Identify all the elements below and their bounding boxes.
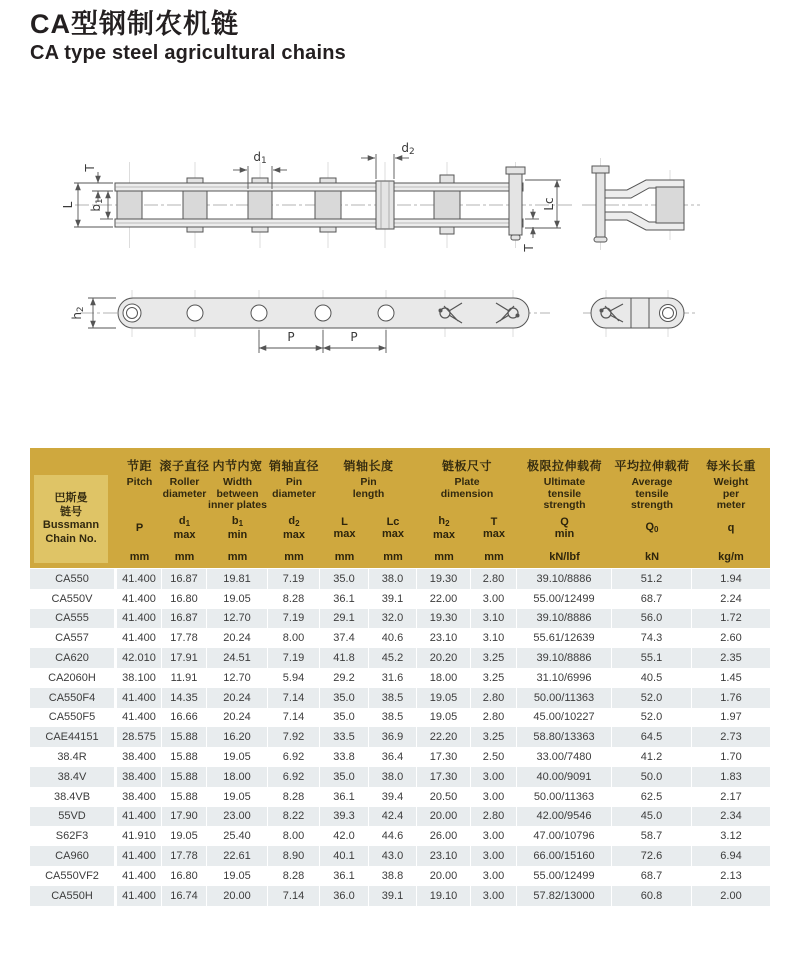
value-cell: 36.4 bbox=[369, 747, 417, 767]
value-cell: 16.74 bbox=[162, 886, 207, 906]
value-cell: 7.92 bbox=[268, 727, 320, 747]
value-cell: 3.10 bbox=[471, 628, 517, 648]
value-cell: 2.80 bbox=[471, 708, 517, 728]
value-cell: 20.50 bbox=[417, 787, 471, 807]
value-cell: 2.80 bbox=[471, 569, 517, 589]
col-symbol-b1: b1 min bbox=[227, 515, 248, 541]
chain-no-cell: CA550V bbox=[30, 589, 117, 609]
value-cell: 1.70 bbox=[720, 751, 742, 764]
value-cell: 19.05 bbox=[207, 866, 268, 886]
dim-label-L: L bbox=[61, 201, 75, 209]
value-cell: 36.1 bbox=[320, 866, 369, 886]
chain-no-cell: CAE44151 bbox=[30, 727, 117, 747]
dim-label-d1: d1 bbox=[253, 150, 267, 166]
value-cell: 52.0 bbox=[612, 708, 692, 728]
value-cell: 7.19 bbox=[268, 648, 320, 668]
col-unit: mm bbox=[484, 551, 504, 563]
col-group-ultimate-strength: 极限拉伸载荷 Ultimate tensile strength bbox=[526, 459, 602, 511]
value-cell: 3.25 bbox=[471, 648, 517, 668]
value-cell: 22.20 bbox=[417, 727, 471, 747]
value-cell: 41.400 bbox=[117, 886, 162, 906]
chain-drawing-svg bbox=[30, 140, 770, 400]
value-cell: 43.0 bbox=[369, 846, 417, 866]
value-cell: 15.88 bbox=[162, 787, 207, 807]
value-cell: 2.80 bbox=[471, 807, 517, 827]
value-cell: 16.80 bbox=[162, 866, 207, 886]
col-unit: kN/lbf bbox=[549, 551, 580, 563]
value-cell: 68.7 bbox=[612, 589, 692, 609]
value-cell: 17.91 bbox=[162, 648, 207, 668]
value-cell: 8.28 bbox=[268, 866, 320, 886]
value-cell: 36.1 bbox=[320, 589, 369, 609]
table-body bbox=[30, 569, 770, 906]
value-cell: 41.400 bbox=[117, 609, 162, 629]
value-cell: 51.2 bbox=[612, 569, 692, 589]
col-group-pin-diameter: 销轴直径 Pin diameter bbox=[268, 459, 319, 500]
value-cell: 16.87 bbox=[162, 569, 207, 589]
value-cell: 16.20 bbox=[207, 727, 268, 747]
value-cell: 1.97 bbox=[720, 711, 742, 724]
table-row bbox=[30, 787, 770, 807]
value-cell: 29.1 bbox=[320, 609, 369, 629]
col-unit: mm bbox=[434, 551, 454, 563]
col-unit: kN bbox=[644, 551, 660, 563]
value-cell: 17.90 bbox=[162, 807, 207, 827]
value-cell: 41.400 bbox=[117, 688, 162, 708]
value-cell: 14.35 bbox=[162, 688, 207, 708]
col-unit: mm bbox=[227, 551, 248, 563]
value-cell: 6.94 bbox=[720, 850, 742, 863]
dim-label-h2: h2 bbox=[70, 306, 86, 320]
value-cell: 35.0 bbox=[320, 688, 369, 708]
value-cell: 20.24 bbox=[207, 688, 268, 708]
dim-label-d2: d2 bbox=[401, 141, 415, 157]
table-row bbox=[30, 589, 770, 609]
col-group-pitch: 节距 Pitch bbox=[126, 459, 153, 488]
value-cell: 50.00/11363 bbox=[517, 688, 612, 708]
value-cell: 3.25 bbox=[471, 668, 517, 688]
value-cell: 57.82/13000 bbox=[517, 886, 612, 906]
value-cell: 58.80/13363 bbox=[517, 727, 612, 747]
value-cell: 2.73 bbox=[720, 731, 742, 744]
col-symbol-d2: d2 max bbox=[282, 515, 306, 541]
value-cell: 3.00 bbox=[471, 826, 517, 846]
value-cell: 35.0 bbox=[320, 708, 369, 728]
value-cell: 3.12 bbox=[720, 830, 742, 843]
col-group-weight: 每米长重 Weight per meter bbox=[705, 459, 756, 511]
value-cell: 38.400 bbox=[117, 787, 162, 807]
title-block bbox=[30, 8, 346, 65]
value-cell: 41.400 bbox=[117, 708, 162, 728]
table-row bbox=[30, 807, 770, 827]
value-cell: 45.0 bbox=[612, 807, 692, 827]
col-symbol-Q0: Q0 bbox=[645, 521, 659, 535]
chain-no-cell: S62F3 bbox=[30, 826, 117, 846]
value-cell: 41.400 bbox=[117, 807, 162, 827]
value-cell: 2.35 bbox=[720, 652, 742, 665]
value-cell: 41.400 bbox=[117, 628, 162, 648]
col-symbol-P: P bbox=[135, 521, 144, 534]
value-cell: 2.50 bbox=[471, 747, 517, 767]
col-group-inner-width: 内节内宽 Width between inner plates bbox=[208, 459, 267, 511]
value-cell: 19.30 bbox=[417, 609, 471, 629]
table-row bbox=[30, 727, 770, 747]
table-row bbox=[30, 846, 770, 866]
value-cell: 1.72 bbox=[720, 612, 742, 625]
chain-no-cell: CA960 bbox=[30, 846, 117, 866]
value-cell: 1.76 bbox=[720, 691, 742, 704]
chain-no-cell: 38.4VB bbox=[30, 787, 117, 807]
value-cell: 72.6 bbox=[612, 846, 692, 866]
col-unit: mm bbox=[129, 551, 150, 563]
value-cell: 8.90 bbox=[268, 846, 320, 866]
value-cell: 45.2 bbox=[369, 648, 417, 668]
value-cell: 12.70 bbox=[207, 609, 268, 629]
value-cell: 19.05 bbox=[417, 708, 471, 728]
value-cell: 38.0 bbox=[369, 767, 417, 787]
value-cell: 38.5 bbox=[369, 708, 417, 728]
value-cell: 20.24 bbox=[207, 628, 268, 648]
value-cell: 16.66 bbox=[162, 708, 207, 728]
chain-no-cell: CA557 bbox=[30, 628, 117, 648]
value-cell: 39.4 bbox=[369, 787, 417, 807]
value-cell: 25.40 bbox=[207, 826, 268, 846]
value-cell: 29.2 bbox=[320, 668, 369, 688]
dim-label-P-left: P bbox=[287, 330, 295, 344]
value-cell: 39.1 bbox=[369, 886, 417, 906]
value-cell: 15.88 bbox=[162, 727, 207, 747]
value-cell: 23.10 bbox=[417, 628, 471, 648]
value-cell: 55.00/12499 bbox=[517, 589, 612, 609]
spec-table bbox=[30, 448, 770, 906]
value-cell: 2.17 bbox=[720, 790, 742, 803]
value-cell: 64.5 bbox=[612, 727, 692, 747]
value-cell: 60.8 bbox=[612, 886, 692, 906]
value-cell: 20.00 bbox=[417, 807, 471, 827]
value-cell: 2.00 bbox=[720, 889, 742, 902]
chain-plan-view bbox=[118, 298, 684, 328]
value-cell: 18.00 bbox=[207, 767, 268, 787]
value-cell: 56.0 bbox=[612, 609, 692, 629]
value-cell: 50.00/11363 bbox=[517, 787, 612, 807]
value-cell: 58.7 bbox=[612, 826, 692, 846]
col-symbol-Lc: Lc max bbox=[381, 515, 405, 540]
col-unit: mm bbox=[383, 551, 403, 563]
value-cell: 32.0 bbox=[369, 609, 417, 629]
value-cell: 2.24 bbox=[720, 592, 742, 605]
value-cell: 42.010 bbox=[117, 648, 162, 668]
value-cell: 8.22 bbox=[268, 807, 320, 827]
value-cell: 15.88 bbox=[162, 747, 207, 767]
table-row bbox=[30, 866, 770, 886]
value-cell: 44.6 bbox=[369, 826, 417, 846]
value-cell: 7.19 bbox=[268, 569, 320, 589]
value-cell: 19.30 bbox=[417, 569, 471, 589]
value-cell: 17.30 bbox=[417, 767, 471, 787]
chain-header-zh1: 巴斯曼 bbox=[54, 492, 88, 504]
value-cell: 28.575 bbox=[117, 727, 162, 747]
value-cell: 11.91 bbox=[162, 668, 207, 688]
value-cell: 31.10/6996 bbox=[517, 668, 612, 688]
value-cell: 2.80 bbox=[471, 688, 517, 708]
chain-header-en2: Chain No. bbox=[45, 532, 97, 545]
value-cell: 19.05 bbox=[207, 589, 268, 609]
value-cell: 16.80 bbox=[162, 589, 207, 609]
value-cell: 24.51 bbox=[207, 648, 268, 668]
chain-header-zh2: 链号 bbox=[60, 505, 82, 518]
table-row bbox=[30, 569, 770, 589]
value-cell: 55.1 bbox=[612, 648, 692, 668]
col-symbol-T: T max bbox=[482, 515, 506, 540]
value-cell: 40.6 bbox=[369, 628, 417, 648]
chain-no-cell: CA550F5 bbox=[30, 708, 117, 728]
value-cell: 41.400 bbox=[117, 569, 162, 589]
page-title-zh: CA型钢制农机链 bbox=[30, 9, 239, 39]
value-cell: 3.00 bbox=[471, 767, 517, 787]
value-cell: 50.0 bbox=[612, 767, 692, 787]
value-cell: 40.5 bbox=[612, 668, 692, 688]
value-cell: 3.00 bbox=[471, 846, 517, 866]
value-cell: 38.100 bbox=[117, 668, 162, 688]
value-cell: 8.00 bbox=[268, 826, 320, 846]
value-cell: 20.00 bbox=[417, 866, 471, 886]
value-cell: 41.400 bbox=[117, 589, 162, 609]
chain-header-en1: Bussmann bbox=[42, 519, 100, 531]
col-symbol-Q: Q min bbox=[554, 515, 575, 540]
value-cell: 7.19 bbox=[268, 609, 320, 629]
value-cell: 41.910 bbox=[117, 826, 162, 846]
value-cell: 33.5 bbox=[320, 727, 369, 747]
table-row bbox=[30, 648, 770, 668]
value-cell: 8.00 bbox=[268, 628, 320, 648]
value-cell: 22.61 bbox=[207, 846, 268, 866]
value-cell: 19.10 bbox=[417, 886, 471, 906]
value-cell: 18.00 bbox=[417, 668, 471, 688]
col-group-roller-diameter: 滚子直径 Roller diameter bbox=[159, 459, 210, 500]
chain-side-view bbox=[115, 166, 684, 242]
table-header bbox=[30, 448, 770, 568]
value-cell: 39.10/8886 bbox=[517, 648, 612, 668]
value-cell: 42.0 bbox=[320, 826, 369, 846]
col-unit: mm bbox=[284, 551, 304, 563]
value-cell: 22.00 bbox=[417, 589, 471, 609]
page-title-en: CA type steel agricultural chains bbox=[30, 42, 346, 64]
value-cell: 39.10/8886 bbox=[517, 569, 612, 589]
value-cell: 62.5 bbox=[612, 787, 692, 807]
value-cell: 31.6 bbox=[369, 668, 417, 688]
value-cell: 8.28 bbox=[268, 787, 320, 807]
value-cell: 1.83 bbox=[720, 770, 742, 783]
table-row bbox=[30, 886, 770, 906]
value-cell: 12.70 bbox=[207, 668, 268, 688]
value-cell: 3.00 bbox=[471, 866, 517, 886]
value-cell: 19.81 bbox=[207, 569, 268, 589]
chain-technical-drawing bbox=[30, 140, 770, 400]
single-link-plan-view bbox=[591, 298, 684, 328]
chain-no-cell: CA555 bbox=[30, 609, 117, 629]
value-cell: 1.45 bbox=[720, 671, 742, 684]
value-cell: 7.14 bbox=[268, 886, 320, 906]
col-symbol-q: q bbox=[727, 521, 735, 534]
chain-no-cell: CA550H bbox=[30, 886, 117, 906]
value-cell: 36.0 bbox=[320, 886, 369, 906]
chain-no-cell: CA550F4 bbox=[30, 688, 117, 708]
value-cell: 1.94 bbox=[720, 572, 742, 585]
value-cell: 2.60 bbox=[720, 632, 742, 645]
chain-no-header-box bbox=[34, 475, 108, 563]
table-row bbox=[30, 708, 770, 728]
dim-label-T-left: T bbox=[83, 164, 97, 172]
value-cell: 17.30 bbox=[417, 747, 471, 767]
value-cell: 8.28 bbox=[268, 589, 320, 609]
col-symbol-h2: h2 max bbox=[432, 515, 456, 541]
col-unit: mm bbox=[174, 551, 195, 563]
value-cell: 42.4 bbox=[369, 807, 417, 827]
value-cell: 38.0 bbox=[369, 569, 417, 589]
col-unit: kg/m bbox=[718, 551, 744, 563]
table-row bbox=[30, 628, 770, 648]
value-cell: 55.00/12499 bbox=[517, 866, 612, 886]
value-cell: 38.400 bbox=[117, 747, 162, 767]
chain-no-cell: CA550VF2 bbox=[30, 866, 117, 886]
dim-label-P-right: P bbox=[350, 330, 358, 344]
value-cell: 39.3 bbox=[320, 807, 369, 827]
dim-label-Lc: Lc bbox=[542, 197, 556, 211]
value-cell: 38.400 bbox=[117, 767, 162, 787]
table-row bbox=[30, 688, 770, 708]
value-cell: 38.8 bbox=[369, 866, 417, 886]
value-cell: 74.3 bbox=[612, 628, 692, 648]
chain-no-cell: CA550 bbox=[30, 569, 117, 589]
table-row bbox=[30, 609, 770, 629]
value-cell: 66.00/15160 bbox=[517, 846, 612, 866]
table-row bbox=[30, 826, 770, 846]
col-symbol-d1: d1 max bbox=[173, 515, 196, 541]
value-cell: 3.25 bbox=[471, 727, 517, 747]
value-cell: 23.00 bbox=[207, 807, 268, 827]
value-cell: 41.8 bbox=[320, 648, 369, 668]
value-cell: 19.05 bbox=[162, 826, 207, 846]
table-row bbox=[30, 668, 770, 688]
chain-no-cell: 38.4V bbox=[30, 767, 117, 787]
value-cell: 41.400 bbox=[117, 846, 162, 866]
value-cell: 52.0 bbox=[612, 688, 692, 708]
value-cell: 45.00/10227 bbox=[517, 708, 612, 728]
table-row bbox=[30, 767, 770, 787]
value-cell: 41.400 bbox=[117, 866, 162, 886]
value-cell: 15.88 bbox=[162, 767, 207, 787]
value-cell: 2.13 bbox=[720, 869, 742, 882]
value-cell: 40.1 bbox=[320, 846, 369, 866]
value-cell: 33.8 bbox=[320, 747, 369, 767]
col-unit: mm bbox=[334, 551, 355, 563]
value-cell: 16.87 bbox=[162, 609, 207, 629]
value-cell: 39.10/8886 bbox=[517, 609, 612, 629]
value-cell: 19.05 bbox=[207, 787, 268, 807]
chain-no-cell: 38.4R bbox=[30, 747, 117, 767]
value-cell: 41.2 bbox=[612, 747, 692, 767]
chain-no-cell: CA620 bbox=[30, 648, 117, 668]
chain-no-header bbox=[30, 448, 117, 568]
value-cell: 33.00/7480 bbox=[517, 747, 612, 767]
value-cell: 7.14 bbox=[268, 688, 320, 708]
value-cell: 55.61/12639 bbox=[517, 628, 612, 648]
value-cell: 39.1 bbox=[369, 589, 417, 609]
value-cell: 17.78 bbox=[162, 846, 207, 866]
table-row bbox=[30, 747, 770, 767]
col-group-pin-length: 销轴长度 Pin length bbox=[343, 459, 394, 500]
value-cell: 3.00 bbox=[471, 787, 517, 807]
value-cell: 20.00 bbox=[207, 886, 268, 906]
dim-label-T-right: T bbox=[522, 244, 536, 252]
value-cell: 3.00 bbox=[471, 589, 517, 609]
value-cell: 7.14 bbox=[268, 708, 320, 728]
chain-no-cell: CA2060H bbox=[30, 668, 117, 688]
value-cell: 3.10 bbox=[471, 609, 517, 629]
value-cell: 36.1 bbox=[320, 787, 369, 807]
value-cell: 37.4 bbox=[320, 628, 369, 648]
value-cell: 19.05 bbox=[417, 688, 471, 708]
value-cell: 38.5 bbox=[369, 688, 417, 708]
dim-label-b1: b1 bbox=[89, 198, 105, 212]
value-cell: 3.00 bbox=[471, 886, 517, 906]
value-cell: 6.92 bbox=[268, 747, 320, 767]
col-symbol-L: L max bbox=[333, 515, 356, 540]
chain-no-cell: 55VD bbox=[30, 807, 117, 827]
col-group-average-strength: 平均拉伸载荷 Average tensile strength bbox=[614, 459, 690, 511]
value-cell: 20.20 bbox=[417, 648, 471, 668]
value-cell: 2.34 bbox=[720, 810, 742, 823]
value-cell: 5.94 bbox=[268, 668, 320, 688]
value-cell: 40.00/9091 bbox=[517, 767, 612, 787]
value-cell: 47.00/10796 bbox=[517, 826, 612, 846]
value-cell: 17.78 bbox=[162, 628, 207, 648]
value-cell: 68.7 bbox=[612, 866, 692, 886]
value-cell: 19.05 bbox=[207, 747, 268, 767]
value-cell: 36.9 bbox=[369, 727, 417, 747]
value-cell: 6.92 bbox=[268, 767, 320, 787]
value-cell: 35.0 bbox=[320, 767, 369, 787]
value-cell: 26.00 bbox=[417, 826, 471, 846]
value-cell: 20.24 bbox=[207, 708, 268, 728]
col-group-plate-dimension: 链板尺寸 Plate dimension bbox=[440, 459, 494, 500]
value-cell: 35.0 bbox=[320, 569, 369, 589]
value-cell: 23.10 bbox=[417, 846, 471, 866]
value-cell: 42.00/9546 bbox=[517, 807, 612, 827]
